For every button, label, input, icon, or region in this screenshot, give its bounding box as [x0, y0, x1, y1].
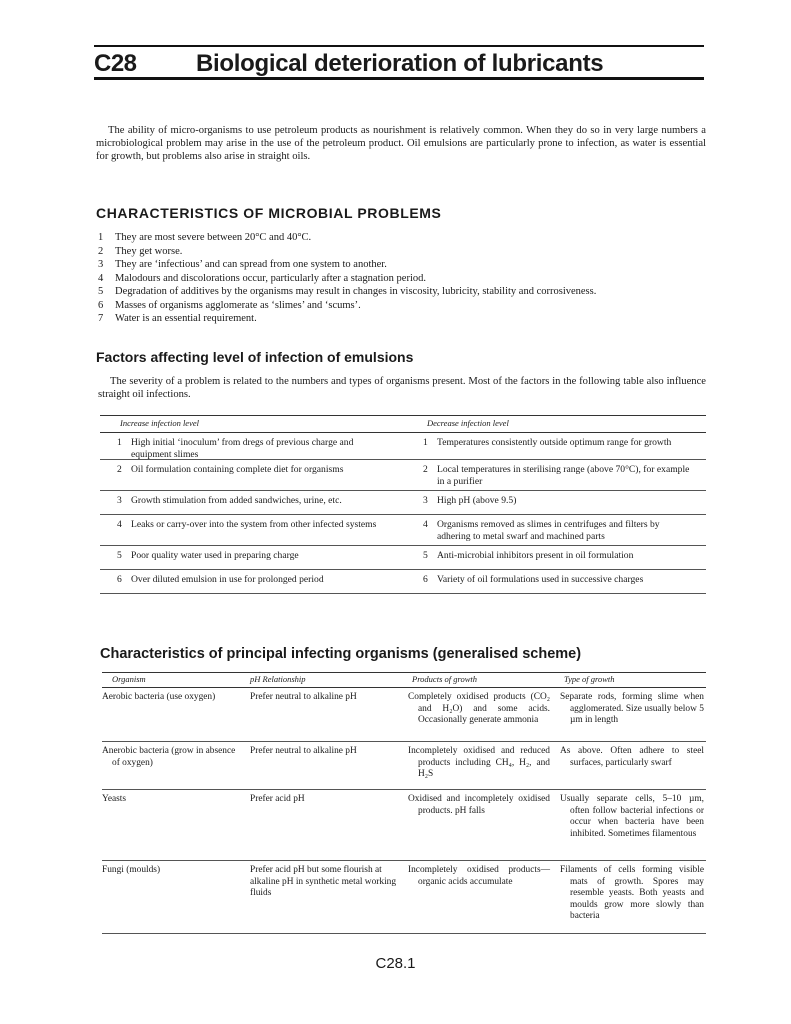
- row-number: 5: [423, 550, 428, 561]
- table-row: [100, 515, 706, 546]
- list-item-number: 6: [98, 299, 104, 311]
- increase-text: Oil formulation containing complete diet for organisms: [131, 464, 344, 475]
- list-item-number: 2: [98, 245, 104, 257]
- organism-cell: Fungi (moulds): [102, 865, 161, 875]
- decrease-cell: [405, 574, 706, 593]
- column-header-increase: Increase infection level: [120, 418, 199, 429]
- intro-paragraph: The ability of micro-organisms to use petroleum products as nourishment is relatively common. When they do so in very large numbers a microbiological problem may arise in the use of the petroleum product. Oil emulsions are particularly prone to infection, as water is essential for growth, but problems also arise in straight oils.: [96, 125, 706, 162]
- list-item-text: They are most severe between 20°C and 40°C.: [115, 232, 312, 243]
- list-item-text: Malodours and discolorations occur, particularly after a stagnation period.: [115, 272, 426, 284]
- list-item: [98, 245, 708, 259]
- decrease-cell: [405, 464, 706, 490]
- increase-text: Growth stimulation from added sandwiches, urine, etc.: [131, 495, 342, 506]
- factor-rows: [100, 433, 706, 594]
- list-item-number: 1: [98, 232, 104, 243]
- decrease-text: Anti-microbial inhibitors present in oil formulation: [437, 550, 634, 561]
- row-number: 3: [423, 495, 428, 506]
- list-item-text: They are ‘infectious’ and can spread from one system to another.: [115, 259, 387, 270]
- list-item-text: Masses of organisms agglomerate as ‘slimes’ and ‘scums’.: [115, 299, 361, 311]
- organism-cell: Yeasts: [102, 794, 127, 804]
- column-header-decrease: Decrease infection level: [427, 418, 509, 429]
- increase-cell: [100, 437, 405, 459]
- page-number: C28.1: [375, 955, 416, 972]
- characteristics-heading: CHARACTERISTICS OF MICROBIAL PROBLEMS: [96, 205, 442, 221]
- increase-cell: [100, 574, 405, 593]
- list-item-number: 4: [98, 272, 104, 284]
- organism-cell: Aerobic bacteria (use oxygen): [102, 692, 216, 702]
- factors-table: [100, 415, 706, 594]
- section-code: C28: [94, 50, 137, 77]
- row-number: 2: [423, 464, 428, 475]
- increase-cell: [100, 464, 405, 490]
- table-row: [100, 491, 706, 515]
- table-row: [102, 861, 706, 934]
- table-row: [100, 570, 706, 594]
- row-number: 5: [117, 550, 122, 561]
- list-item-text: Water is an essential requirement.: [115, 313, 257, 324]
- increase-cell: [100, 519, 405, 545]
- header-rule-top: [94, 45, 704, 47]
- list-item: [98, 258, 708, 272]
- ph-cell: Prefer acid pH but some flourish at alkaline pH in synthetic metal working fluids: [250, 865, 397, 899]
- decrease-text: Organisms removed as slimes in centrifuges and filters by adhering to metal swarf and machined parts: [437, 519, 660, 542]
- list-item-text: They get worse.: [115, 245, 183, 257]
- ph-cell: Prefer acid pH: [250, 794, 305, 804]
- list-item-number: 7: [98, 313, 104, 324]
- row-number: 6: [423, 574, 428, 585]
- list-item-text: Degradation of additives by the organisms may result in changes in viscosity, lubricity, stability and corrosiveness.: [115, 286, 597, 297]
- list-item: [98, 299, 708, 313]
- row-number: 1: [117, 437, 122, 448]
- ph-cell: Prefer neutral to alkaline pH: [250, 746, 357, 756]
- increase-cell: [100, 550, 405, 569]
- increase-text: High initial ‘inoculum’ from dregs of previous charge and equipment slimes: [131, 437, 354, 460]
- page-title: Biological deterioration of lubricants: [196, 50, 604, 77]
- ph-cell: Prefer neutral to alkaline pH: [250, 692, 357, 702]
- decrease-cell: [405, 495, 706, 514]
- list-item-number: 3: [98, 259, 104, 270]
- column-header-organism: Organism: [112, 674, 146, 685]
- decrease-cell: [405, 519, 706, 545]
- growth-cell: As above. Often adhere to steel surfaces, particularly swarf: [560, 746, 704, 768]
- list-item: [98, 231, 708, 245]
- increase-cell: [100, 495, 405, 514]
- decrease-text: Temperatures consistently outside optimum range for growth: [437, 437, 672, 448]
- column-header-ph: pH Relationship: [250, 674, 306, 685]
- list-item-number: 5: [98, 286, 104, 297]
- table-row: [102, 790, 706, 861]
- growth-cell: Separate rods, forming slime when agglomerated. Size usually below 5 µm in length: [560, 692, 704, 726]
- table-row: [100, 460, 706, 491]
- column-header-growth: Type of growth: [564, 674, 615, 685]
- products-cell: Oxidised and incompletely oxidised products. pH falls: [408, 794, 550, 816]
- row-number: 4: [423, 519, 428, 530]
- decrease-cell: [405, 550, 706, 569]
- growth-cell: Usually separate cells, 5–10 µm, often follow bacterial infections or occur when bacteria have been inhibited. Sometimes filamentous: [560, 794, 704, 839]
- column-header-products: Products of growth: [412, 674, 478, 685]
- decrease-text: Local temperatures in sterilising range (above 70°C), for example in a purifier: [437, 464, 690, 487]
- table-row: [100, 433, 706, 460]
- table-row: [100, 546, 706, 570]
- products-cell: Completely oxidised products (CO₂ and H₂O) and some acids. Occasionally generate ammonia: [408, 692, 550, 726]
- table-header: [102, 673, 706, 687]
- row-number: 4: [117, 519, 122, 530]
- list-item: [98, 285, 708, 299]
- decrease-text: Variety of oil formulations used in successive charges: [437, 574, 644, 585]
- characteristics-list: [98, 231, 708, 326]
- list-item: [98, 272, 708, 286]
- table-header: [100, 416, 706, 432]
- factors-heading: Factors affecting level of infection of emulsions: [96, 349, 414, 365]
- factors-intro: The severity of a problem is related to the numbers and types of organisms present. Most of the factors in the following table also influence straight oil infections.: [98, 376, 706, 400]
- table-row: [102, 742, 706, 790]
- list-item: [98, 312, 708, 326]
- increase-text: Over diluted emulsion in use for prolonged period: [131, 574, 324, 585]
- growth-cell: Filaments of cells forming visible mats of growth. Spores may resemble yeasts. Both yeasts and moulds grow more slowly than bacteria: [560, 865, 704, 922]
- decrease-cell: [405, 437, 706, 459]
- products-cell: Incompletely oxidised and reduced products including CH₄, H₂, and H₂S: [408, 746, 550, 780]
- row-number: 3: [117, 495, 122, 506]
- row-number: 6: [117, 574, 122, 585]
- row-number: 2: [117, 464, 122, 475]
- decrease-text: High pH (above 9.5): [437, 495, 517, 506]
- table-row: [102, 688, 706, 742]
- increase-text: Poor quality water used in preparing charge: [131, 550, 299, 561]
- organisms-table: [102, 672, 706, 934]
- organism-cell: Anerobic bacteria (grow in absence of oxygen): [102, 746, 236, 768]
- row-number: 1: [423, 437, 428, 448]
- organism-rows: [102, 688, 706, 934]
- increase-text: Leaks or carry-over into the system from other infected systems: [131, 519, 377, 530]
- products-cell: Incompletely oxidised products—organic acids accumulate: [408, 865, 550, 887]
- header-rule-bottom: [94, 77, 704, 80]
- organisms-heading: Characteristics of principal infecting organisms (generalised scheme): [100, 646, 582, 662]
